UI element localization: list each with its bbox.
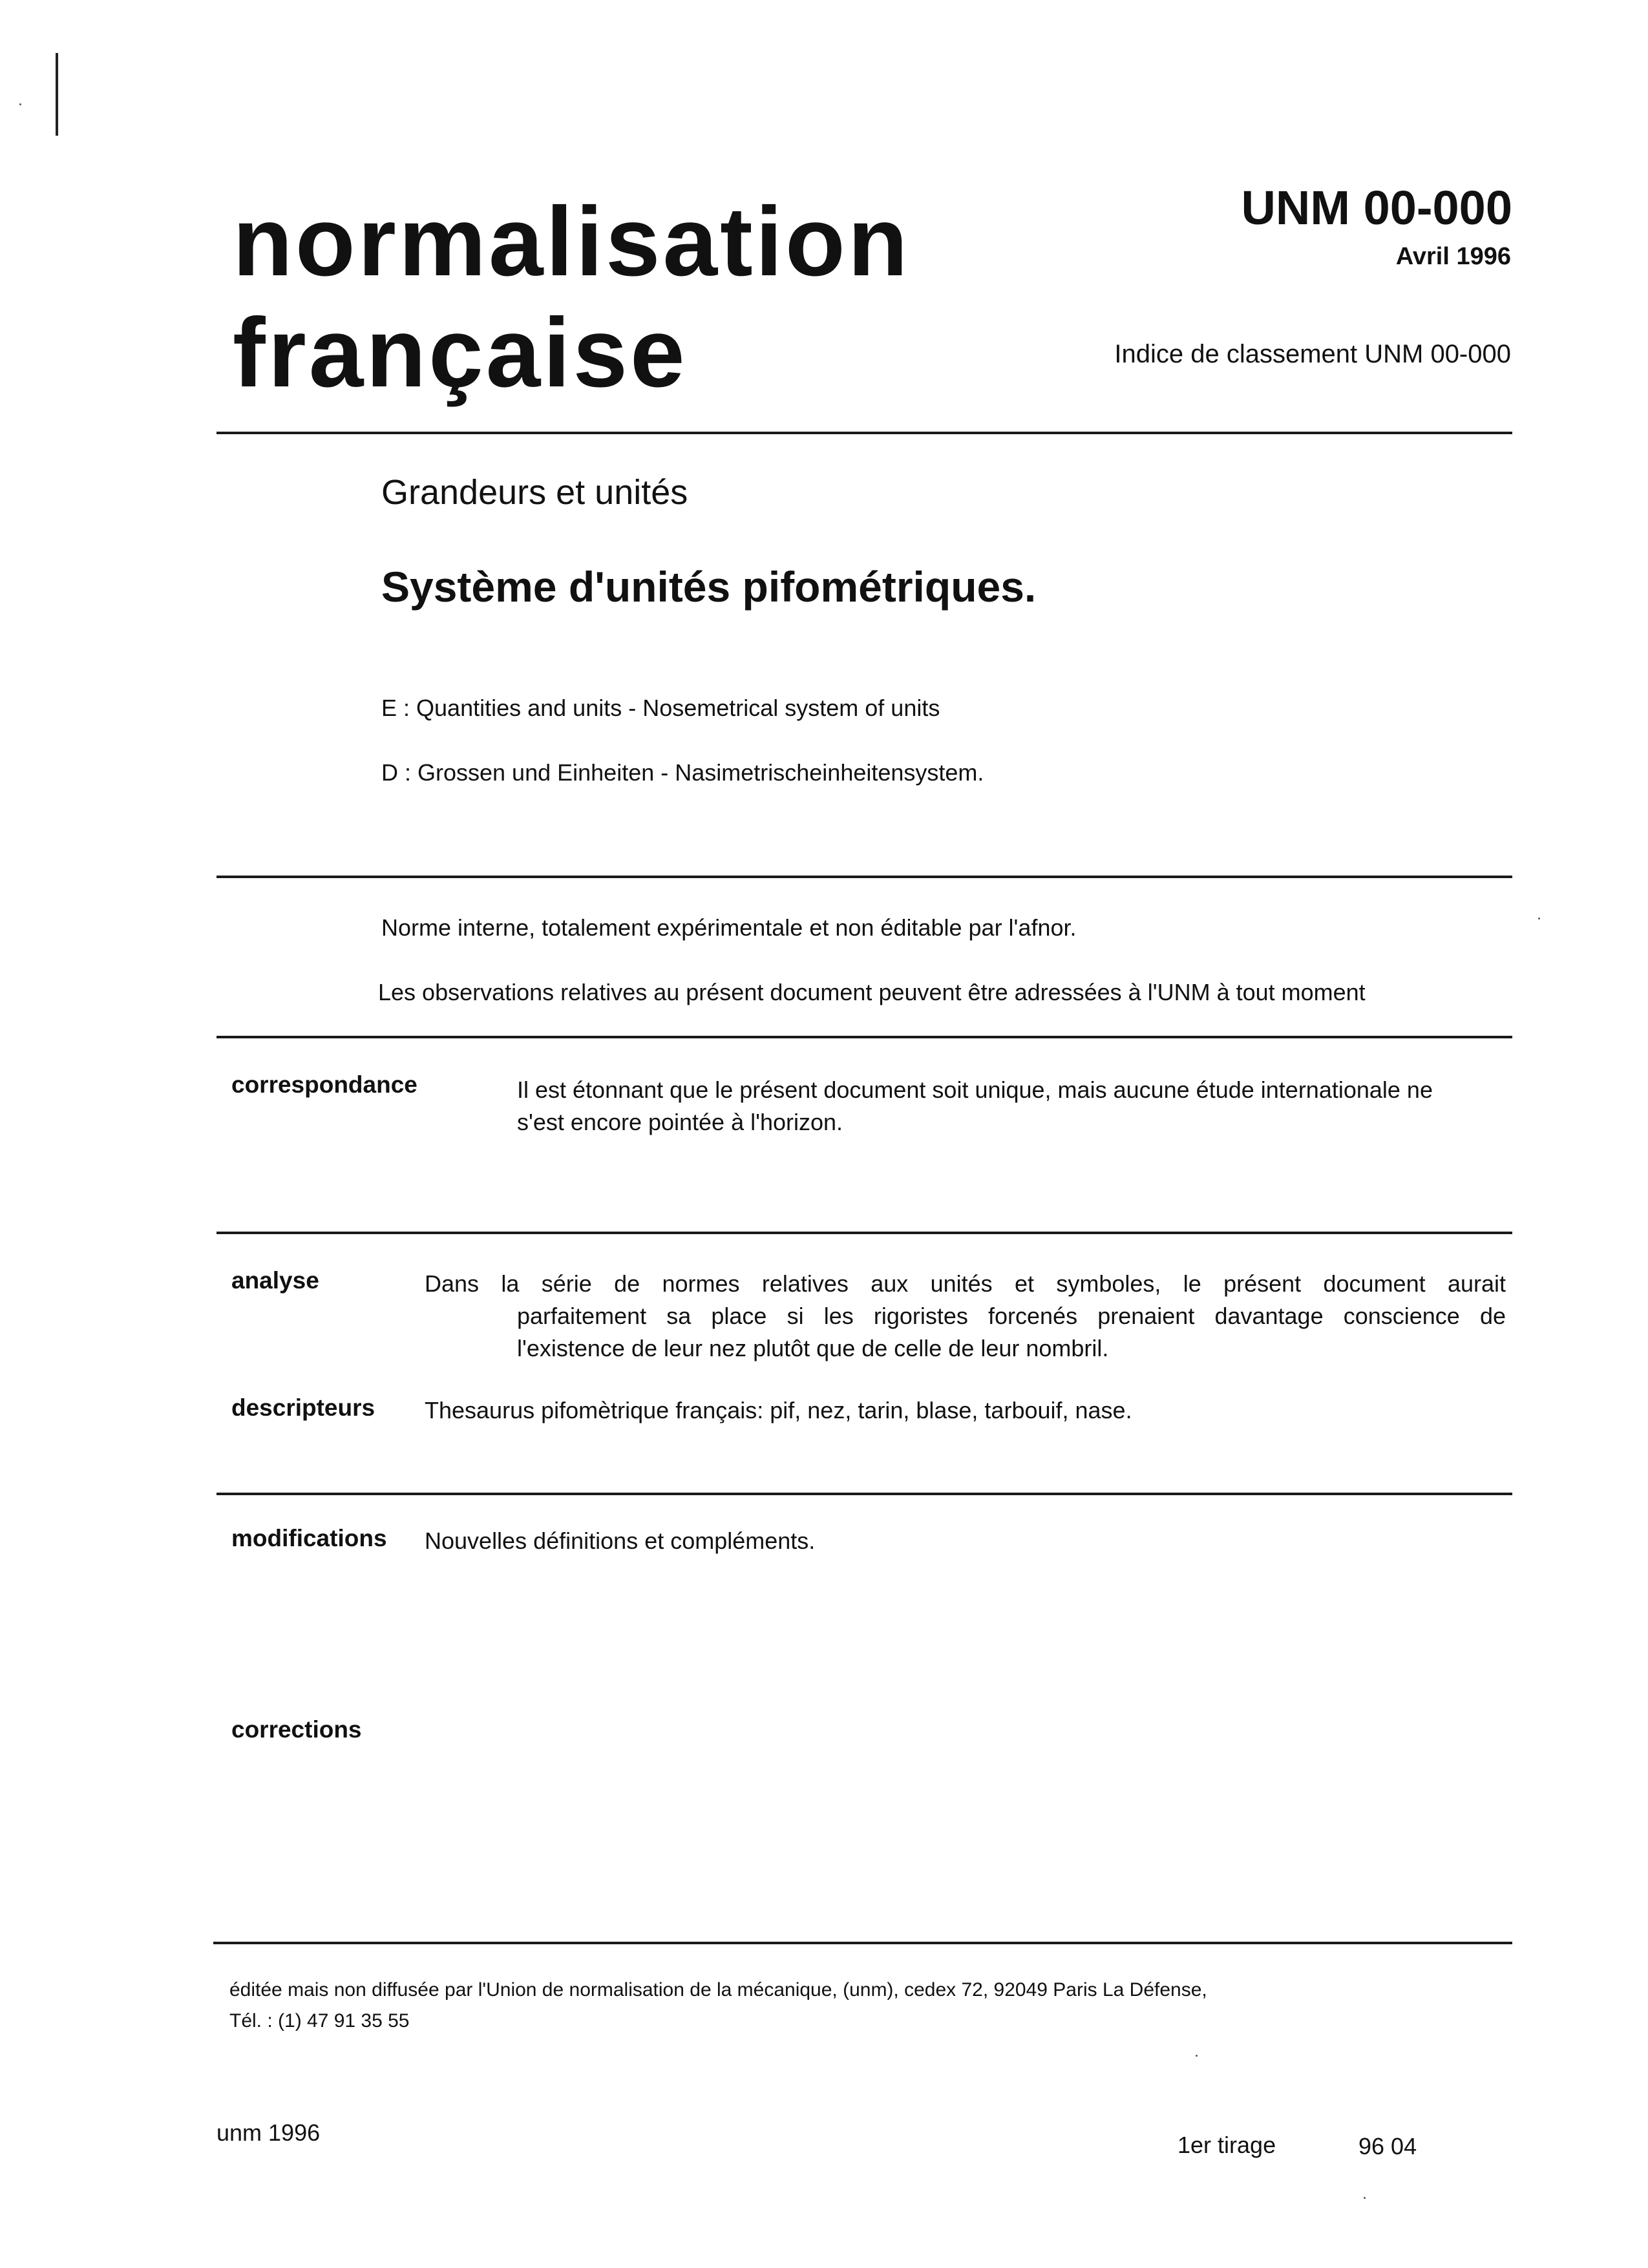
modifications-label: modifications	[231, 1525, 387, 1551]
publisher-note: éditée mais non diffusée par l'Union de normalisation de la mécanique, (unm), cedex 72, 92049 Paris La Défense,	[229, 1979, 1207, 2000]
standard-code: UNM 00-000	[1241, 181, 1512, 235]
analyse-line: l'existence de leur nez plutôt que de celle de leur nombril.	[517, 1335, 1109, 1361]
divider	[217, 1232, 1512, 1234]
copyright: unm 1996	[217, 2119, 321, 2146]
publisher-phone: Tél. : (1) 47 91 35 55	[229, 2010, 410, 2032]
descripteurs-text: Thesaurus pifomètrique français: pif, nez, tarin, blase, tarbouif, nase.	[425, 1397, 1132, 1423]
analyse-label: analyse	[231, 1267, 319, 1294]
subtitle: Grandeurs et unités	[381, 473, 688, 512]
divider	[217, 432, 1512, 434]
document-title: Système d'unités pifométriques.	[381, 563, 1037, 611]
scan-speck	[1364, 2197, 1366, 2199]
modifications-text: Nouvelles définitions et compléments.	[425, 1528, 816, 1554]
title-francaise: française	[233, 298, 688, 408]
divider	[213, 1942, 1512, 1944]
scan-edge-mark	[56, 53, 58, 136]
correspondance-line: s'est encore pointée à l'horizon.	[517, 1109, 843, 1135]
corrections-label: corrections	[231, 1716, 362, 1743]
internal-note: Norme interne, totalement expérimentale et non éditable par l'afnor.	[381, 914, 1077, 941]
correspondance-line: Il est étonnant que le présent document soit unique, mais aucune étude internationale ne	[517, 1076, 1433, 1103]
analyse-text-continued	[517, 1300, 1506, 1365]
correspondance-text	[517, 1074, 1433, 1139]
classification-index: Indice de classement UNM 00-000	[1114, 340, 1511, 368]
analyse-text	[425, 1268, 1506, 1300]
english-title: E : Quantities and units - Nosemetrical system of units	[381, 695, 940, 721]
analyse-line: Dans la série de normes relatives aux unités et symboles, le présent document aurait	[425, 1270, 1506, 1297]
print-code: 96 04	[1358, 2133, 1417, 2159]
analyse-line: parfaitement sa place si les rigoristes forcenés prenaient davantage conscience de	[517, 1303, 1506, 1329]
divider	[217, 1036, 1512, 1038]
correspondance-label: correspondance	[231, 1071, 417, 1098]
scan-speck	[1538, 918, 1540, 919]
printing-label: 1er tirage	[1178, 2132, 1276, 2158]
scan-speck	[1196, 2055, 1198, 2057]
descripteurs-label: descripteurs	[231, 1394, 375, 1421]
scan-speck	[19, 103, 21, 105]
german-title: D : Grossen und Einheiten - Nasimetrischeinheitensystem.	[381, 759, 984, 786]
standard-date: Avril 1996	[1395, 243, 1511, 270]
divider	[217, 876, 1512, 878]
divider	[217, 1493, 1512, 1495]
title-normalisation: normalisation	[233, 187, 911, 297]
observations-note: Les observations relatives au présent document peuvent être adressées à l'UNM à tout moment	[378, 979, 1366, 1005]
